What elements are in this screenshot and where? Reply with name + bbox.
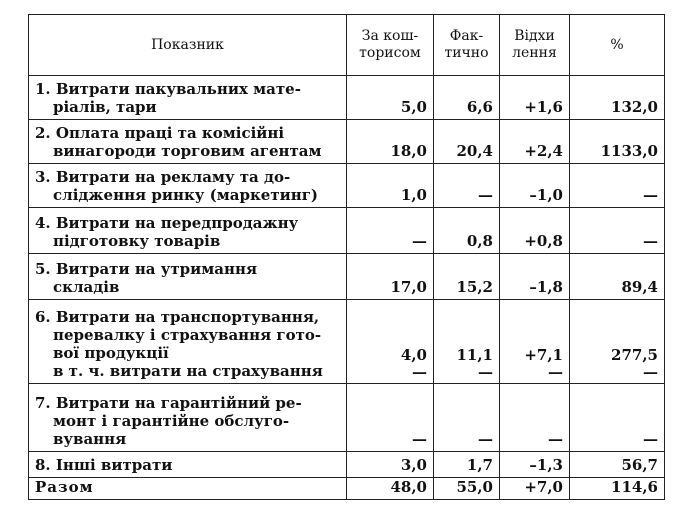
row-label-line: слідження ринку (маркетинг) bbox=[53, 186, 319, 204]
table-row bbox=[29, 384, 665, 452]
cell-percent bbox=[570, 76, 665, 120]
row-label-line: вої продукції bbox=[53, 344, 169, 362]
cell-estimate bbox=[347, 452, 434, 478]
table-row bbox=[29, 120, 665, 164]
cell-actual bbox=[434, 452, 500, 478]
row-label-line: 1. Витрати пакувальних мате- bbox=[35, 80, 301, 98]
cell-deviation bbox=[500, 254, 570, 300]
row-label bbox=[29, 300, 347, 384]
cell-actual-value: — bbox=[478, 430, 493, 448]
row-label bbox=[29, 384, 347, 452]
row-label-line: 6. Витрати на транспортування, bbox=[35, 308, 320, 326]
header-row bbox=[29, 15, 665, 76]
cell-actual bbox=[434, 254, 500, 300]
cell-actual bbox=[434, 120, 500, 164]
cell-deviation-insurance-value: — bbox=[548, 363, 563, 381]
cell-deviation bbox=[500, 300, 570, 384]
cell-estimate bbox=[347, 76, 434, 120]
cell-estimate-value: 4,0 bbox=[400, 346, 427, 364]
cell-percent-value: 56,7 bbox=[621, 456, 658, 474]
row-label-line: 3. Витрати на рекламу та до- bbox=[35, 168, 291, 186]
cell-percent bbox=[570, 452, 665, 478]
cell-deviation-value: — bbox=[548, 430, 563, 448]
header-deviation bbox=[500, 15, 570, 76]
row-label bbox=[29, 452, 347, 478]
cell-deviation bbox=[500, 76, 570, 120]
cell-actual-value: 11,1 bbox=[456, 346, 493, 364]
row-label-line: 8. Інші витрати bbox=[35, 456, 173, 474]
cell-deviation-value: +7,1 bbox=[524, 346, 563, 364]
cell-estimate bbox=[347, 208, 434, 254]
cell-actual-value: 6,6 bbox=[466, 98, 493, 116]
table-row bbox=[29, 164, 665, 208]
cell-percent-value: 277,5 bbox=[611, 346, 658, 364]
row-label bbox=[29, 254, 347, 300]
total-estimate: 48,0 bbox=[347, 478, 434, 500]
cell-deviation-value: +0,8 bbox=[524, 232, 563, 250]
cell-estimate-value: 17,0 bbox=[390, 278, 427, 296]
row-label bbox=[29, 164, 347, 208]
cell-actual bbox=[434, 208, 500, 254]
cell-percent-value: 132,0 bbox=[611, 98, 658, 116]
cell-actual bbox=[434, 164, 500, 208]
row-label bbox=[29, 76, 347, 120]
header-indicator-text: Показник bbox=[151, 36, 224, 53]
table-row bbox=[29, 300, 665, 384]
cell-percent bbox=[570, 120, 665, 164]
row-label-line: складів bbox=[53, 278, 120, 296]
cell-estimate bbox=[347, 300, 434, 384]
row-label-line: перевалку і страхування гото- bbox=[53, 326, 322, 344]
cell-deviation-value: +2,4 bbox=[524, 142, 563, 160]
total-deviation: +7,0 bbox=[500, 478, 570, 500]
row-label bbox=[29, 208, 347, 254]
total-label: Разом bbox=[29, 478, 347, 500]
cell-deviation-value: –1,3 bbox=[529, 456, 563, 474]
cell-deviation-value: –1,0 bbox=[529, 186, 563, 204]
row-label-line: ріалів, тари bbox=[53, 98, 157, 116]
total-actual: 55,0 bbox=[434, 478, 500, 500]
cell-percent-value: 1133,0 bbox=[600, 142, 658, 160]
cell-percent bbox=[570, 164, 665, 208]
cell-percent-value: 89,4 bbox=[621, 278, 658, 296]
cell-estimate-value: 1,0 bbox=[400, 186, 427, 204]
cell-estimate-value: 18,0 bbox=[390, 142, 427, 160]
total-percent: 114,6 bbox=[570, 478, 665, 500]
row-label-line: підготовку товарів bbox=[53, 232, 221, 250]
cell-deviation bbox=[500, 120, 570, 164]
row-label-line: в т. ч. витрати на страхування bbox=[53, 362, 323, 380]
cell-deviation-value: +1,6 bbox=[524, 98, 563, 116]
cell-actual-value: — bbox=[478, 186, 493, 204]
table-row bbox=[29, 254, 665, 300]
cell-actual bbox=[434, 384, 500, 452]
header-percent-text: % bbox=[610, 36, 624, 53]
cell-deviation bbox=[500, 208, 570, 254]
cell-actual bbox=[434, 76, 500, 120]
cell-actual-value: 1,7 bbox=[466, 456, 493, 474]
table-row bbox=[29, 208, 665, 254]
header-percent bbox=[570, 15, 665, 76]
cell-percent-value: — bbox=[643, 430, 658, 448]
cell-percent-value: — bbox=[643, 186, 658, 204]
expenses-table bbox=[28, 14, 665, 500]
header-estimate-text: За кош- торисом bbox=[359, 28, 421, 61]
cell-deviation bbox=[500, 452, 570, 478]
row-label-line: 4. Витрати на передпродажну bbox=[35, 214, 299, 232]
cell-actual-value: 0,8 bbox=[466, 232, 493, 250]
table-row bbox=[29, 76, 665, 120]
row-label-line: вування bbox=[53, 430, 127, 448]
header-actual-text: Фак- тично bbox=[444, 28, 489, 61]
cell-estimate-value: 5,0 bbox=[400, 98, 427, 116]
cell-estimate-value: — bbox=[412, 232, 427, 250]
header-indicator bbox=[29, 15, 347, 76]
cell-actual-insurance-value: — bbox=[478, 363, 493, 381]
row-label-line: монт і гарантійне обслуго- bbox=[53, 412, 290, 430]
cell-actual bbox=[434, 300, 500, 384]
header-estimate bbox=[347, 15, 434, 76]
cell-percent-value: — bbox=[643, 232, 658, 250]
cell-estimate-insurance-value: — bbox=[412, 363, 427, 381]
cell-estimate-value: 3,0 bbox=[400, 456, 427, 474]
cell-deviation-value: –1,8 bbox=[529, 278, 563, 296]
cell-actual-value: 20,4 bbox=[456, 142, 493, 160]
cell-percent bbox=[570, 384, 665, 452]
cell-estimate-value: — bbox=[412, 430, 427, 448]
cell-actual-value: 15,2 bbox=[456, 278, 493, 296]
row-label-line: 5. Витрати на утримання bbox=[35, 260, 258, 278]
row-label-line: 2. Оплата праці та комісійні bbox=[35, 124, 285, 142]
row-label-line: 7. Витрати на гарантійний ре- bbox=[35, 394, 302, 412]
cell-estimate bbox=[347, 254, 434, 300]
cell-percent-insurance-value: — bbox=[643, 363, 658, 381]
cell-estimate bbox=[347, 384, 434, 452]
cell-estimate bbox=[347, 164, 434, 208]
cell-deviation bbox=[500, 384, 570, 452]
cell-deviation bbox=[500, 164, 570, 208]
cell-estimate bbox=[347, 120, 434, 164]
total-row bbox=[29, 478, 665, 500]
cell-percent bbox=[570, 254, 665, 300]
cell-percent bbox=[570, 300, 665, 384]
cell-percent bbox=[570, 208, 665, 254]
header-actual bbox=[434, 15, 500, 76]
header-deviation-text: Відхи лення bbox=[512, 28, 557, 61]
table-row bbox=[29, 452, 665, 478]
row-label-line: винагороди торговим агентам bbox=[53, 142, 322, 160]
row-label bbox=[29, 120, 347, 164]
